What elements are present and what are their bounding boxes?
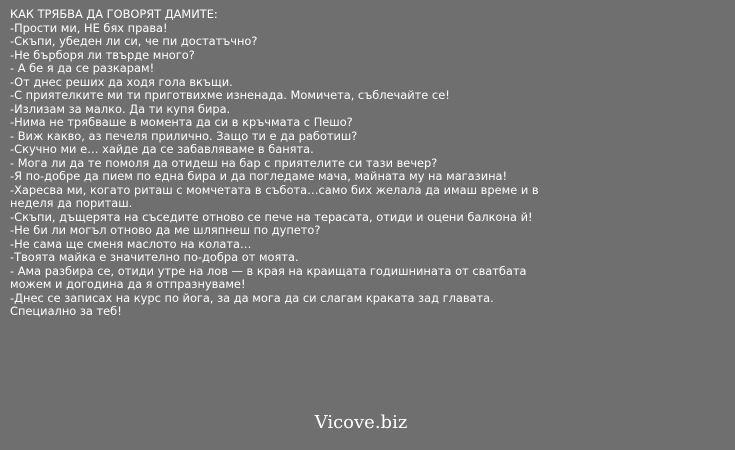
text-line: -Днес се записах на курс по йога, за да мога да си слагам краката зад главата. xyxy=(10,290,494,305)
text-line: - Мога ли да те помоля да отидеш на бар с приятелите си тази вечер? xyxy=(10,155,438,170)
text-line: -Прости ми, НЕ бях права! xyxy=(10,20,168,35)
text-line: -Скучно ми е… хайде да се забавляваме в банята. xyxy=(10,142,314,156)
text-line-title: КАК ТРЯБВА ДА ГОВОРЯТ ДАМИТЕ: xyxy=(10,7,218,21)
joke-text-block xyxy=(10,8,725,319)
text-line: -Скъпи, убеден ли си, че пи достатъчно? xyxy=(10,34,258,48)
text-line: -Не сама ще сменя маслото на колата… xyxy=(10,236,252,251)
text-line: -Харесва ми, когато риташ с момчетата в събота…само бих желала да имаш време и в xyxy=(10,182,539,197)
text-line: неделя да пориташ. xyxy=(10,196,133,210)
text-line: можем и догодина да я отпразнуваме! xyxy=(10,277,246,291)
text-line: -Излизам за малко. Да ти купя бира. xyxy=(10,101,231,116)
text-line: -Нима не трябваше в момента да си в кръчмата с Пешо? xyxy=(10,115,353,129)
text-line: -От днес реших да ходя гола вкъщи. xyxy=(10,74,233,89)
text-line: -Скъпи, дъщерята на съседите отново се пече на терасата, отиди и оцени балкона й! xyxy=(10,209,533,224)
text-line: - А бе я да се разкарам! xyxy=(10,61,155,75)
text-line: -Не би ли могъл отново да ме шляпнеш по дупето? xyxy=(10,223,321,237)
site-watermark: Vicove.biz xyxy=(314,412,408,433)
text-line: -Твоята майка е значително по-добра от моята. xyxy=(10,250,299,264)
text-line: -С приятелките ми ти приготвихме изненада. Момичета, съблечайте се! xyxy=(10,88,450,102)
text-line: -Я по-добре да пием по една бира и да погледаме мача, майната му на магазина! xyxy=(10,169,508,183)
text-line: - Виж какво, аз печеля прилично. Защо ти е да работиш? xyxy=(10,128,358,143)
text-line: - Ама разбира се, отиди утре на лов — в края на краищата годишнината от сватбата xyxy=(10,263,527,278)
text-line: Специално за теб! xyxy=(10,304,122,318)
text-line: -Не бърборя ли твърде много? xyxy=(10,47,195,62)
